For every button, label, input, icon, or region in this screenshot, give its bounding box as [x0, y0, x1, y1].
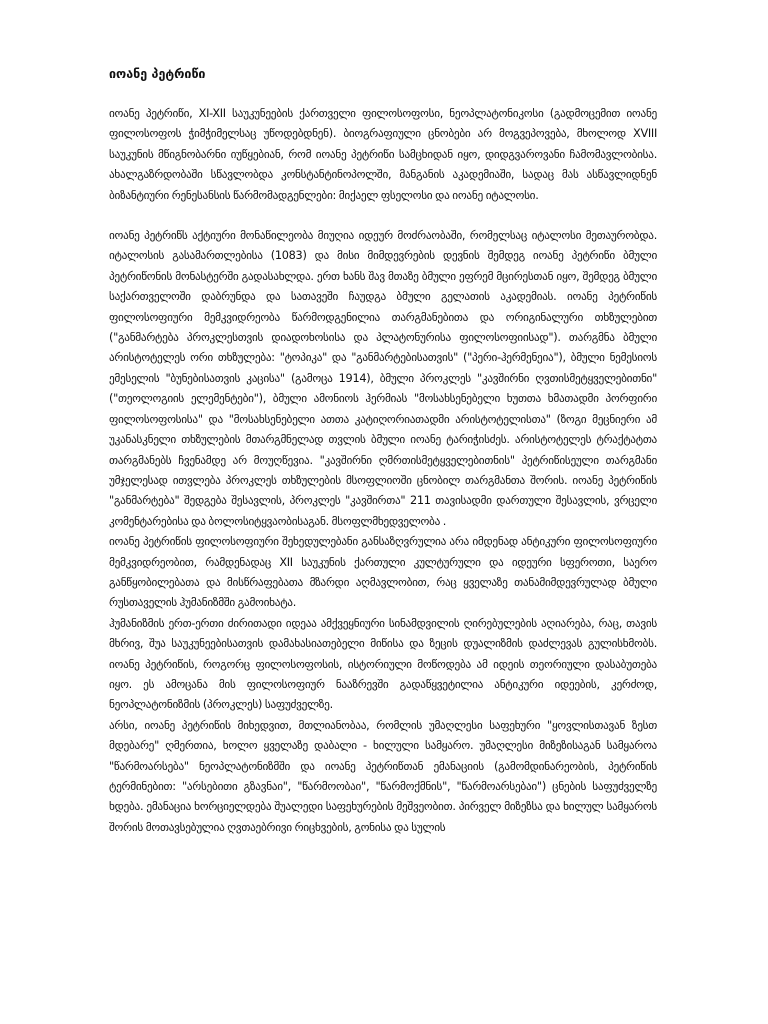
paragraph-being: არსი, იოანე პეტრიწის მიხედვით, მთლიანობაა, რომლის უმაღლესი საფეხური "ყოვლისთავან ზესთ მდებარე" ღმერთია, ხოლო ყველაზე დაბალი - ხილული სამყარო. უმაღლესი მიზეზისაგან სამყაროა "წარმოარსება" ნეოპლატონიზმში და იოანე პეტრიწთან ემანაციის (გამომდინარეობის, პეტრიწის ტერმინებით: "არსებითი გზავნაი", "წარმოობაი", "წარმოქმნის", "წარმოარსებაი") ცნების საფუძველზე ხდება. ემანაცია ხორციელდება შუალედი საფეხურების მეშვეობით. პირველ მიზეზსა და ხილულ სამყაროს შორის მოთავსებულია ღვთაებრივი რიცხვების, გონისა და სულის: [109, 718, 657, 834]
paragraph-intro: იოანე პეტრიწი, XI-XII საუკუნეების ქართველი ფილოსოფოსი, ნეოპლატონიკოსი (გადმოცემით იოანე ფილოსოფოს ჭიმჭიმელსაც უწოდებდნენ). ბიოგრაფიული ცნობები არ მოგვეპოვება, მხოლოდ XVIII საუკუნის მწიგნობარნი იუწყებიან, რომ იოანე პეტრიწი სამცხიდან იყო, დიდგვაროვანი ჩამომავლობისა. ახალგაზრდობაში სწავლობდა კონსტანტინოპოლში, მანგანის აკადემიაში, სადაც მას ასწავლიდნენ ბიზანტიური რენესანსის წარმომადგენლები: მიქაელ ფსელოსი და იოანე იტალოსი.: [109, 107, 657, 202]
paragraph-worldview: იოანე პეტრიწის ფილოსოფიური შეხედულებანი განსაზღვრულია არა იმდენად ანტიკური ფილოსოფიური მემკვიდრეობით, რამდენადაც XII საუკუნის ქართული კულტურული და იდეური სფეროთი, საერო განწყობილებათა და მისწრაფებათა მზარდი აღმავლობით, რაც ყველაზე თანამიმდევრულად ბმული რუსთაველის ჰუმანიზმში გამოიხატა.: [109, 535, 657, 610]
paragraph-humanism: ჰუმანიზმის ერთ-ერთი ძირითადი იდეაა ამქვეყნიური სინამდვილის ღირებულების აღიარება, რაც, თავის მხრივ, შუა საუკუნეებისათვის დამახასიათებელი მიწისა და ზეცის დუალიზმის დაძლევას გულისხმობს. იოანე პეტრიწის, როგორც ფილოსოფოსის, ისტორიული მოწოდება ამ იდეის თეორიული დასაბუთება იყო. ეს ამოცანა მის ფილოსოფიურ ნააზრევში გადაწყვეტილია ანტიკური იდეების, კერძოდ, ნეოპლატონიზმის (პროკლეს) საფუძველზე.: [109, 616, 657, 712]
paragraph-gap: [109, 206, 657, 226]
paragraph-activity-and-works: იოანე პეტრიწს აქტიური მონაწილეობა მიუღია იდეურ მოძრაობაში, რომელსაც იტალოსი მეთაურობდა. იტალოსის გასამართლებისა (1083) და მისი მიმდევრების დევნის შემდეგ იოანე პეტრიწი ბმული პეტრიწონის მონასტერში გადასახლდა. ერთ ხანს შავ მთაზე ბმული ეფრემ მცირესთან იყო, შემდეგ ბმული საქართველოში დაბრუნდა და სათავეში ჩაუდგა ბმული გელათის აკადემიას. იოანე პეტრიწის ფილოსოფიური მემკვიდრეობა წარმოდგენილია თარგმანებითა და ორიგინალური თხზულებით ("განმარტება პროკლესთვის დიადოხოსისა და პლატონურისა ფილოსოფიისად"). თარგმნა ბმული არისტოტელეს ორი თხზულება: "ტოპიკა" და "განმარტებისათვის" ("პერი-ჰერმენეია"), ბმული ნემესიოს ემესელის "ბუნებისათვის კაცისა" (გამოცა 1914), ბმული პროკლეს "კავშირნი ღვთისმეტყველებითნი" ("თეოლოგიის ელემენტები"), ბმული ამონიოს ჰერმიას "მოსახსენებელი ხუთთა ხმათადმი პორფირი ფილოსოფოსისა" და "მოსახსენებელი ათთა კატიღორიათადმი არისტოტელისთა" (ზოგი მეცნიერი ამ უკანასკნელი თხზულების მთარგმნელად თვლის ბმული იოანე ტარიჭისძეს. არისტოტელეს ტრაქტატთა თარგმანებს ჩვენამდე არ მოუღწევია. "კავშირნი ღმრთისმეტყველებითნის" პეტრიწისეული თარგმანი უმჯელესად ითვლება პროკლეს თხზულების მსოფლიოში ცნობილ თარგმანთა შორის. იოანე პეტრიწის "განმარტება" შედგება შესავლის, პროკლეს "კავშირთა" 211 თავისადმი დართული შესავლის, ვრცელი კომენტარებისა და ბოლოსიტყვაობისაგან. მსოფლმხედველობა .: [109, 229, 657, 528]
document-title: იოანე პეტრიწი: [109, 66, 206, 81]
document-page: [109, 64, 657, 838]
